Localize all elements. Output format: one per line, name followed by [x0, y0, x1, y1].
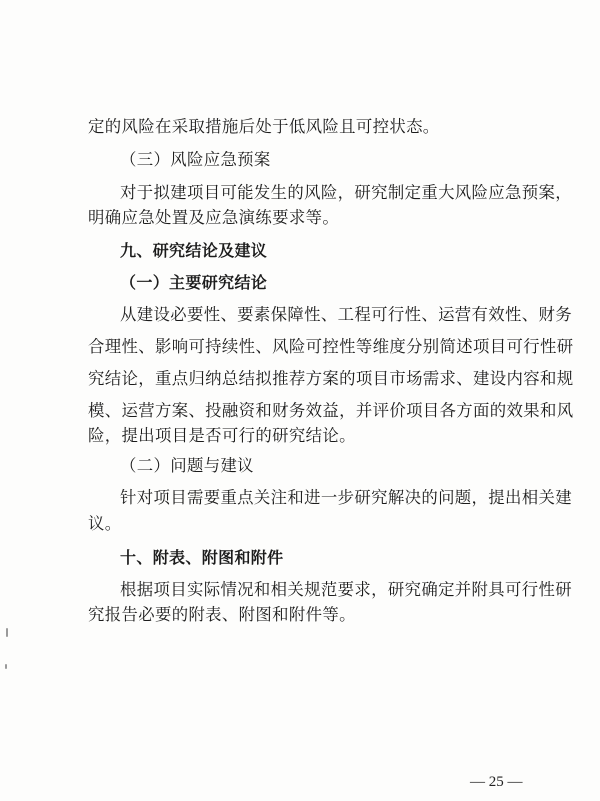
paragraph-line: 议。 — [88, 514, 122, 533]
page-number: — 25 — — [470, 774, 523, 790]
subsection-heading: （一）主要研究结论 — [120, 273, 268, 292]
paragraph-line: 明确应急处置及应急演练要求等。 — [88, 208, 340, 227]
paragraph-line: 模、运营方案、投融资和财务效益，并评价项目各方面的效果和风 — [88, 401, 574, 420]
paragraph-line: 根据项目实际情况和相关规范要求，研究确定并附具可行性研 — [120, 580, 572, 599]
section-heading: 十、附表、附图和附件 — [120, 548, 284, 567]
paragraph-line: 合理性、影响可持续性、风险可控性等维度分别简述项目可行性研 — [88, 337, 574, 356]
scan-speck — [6, 628, 8, 637]
subsection-heading: （二）问题与建议 — [120, 456, 254, 475]
paragraph-line: 究报告必要的附表、附图和附件等。 — [88, 605, 356, 624]
scan-speck — [5, 664, 7, 669]
section-heading: 九、研究结论及建议 — [120, 241, 268, 260]
subsection-heading: （三）风险应急预案 — [120, 150, 271, 169]
paragraph-line: 从建设必要性、要素保障性、工程可行性、运营有效性、财务 — [120, 305, 572, 324]
paragraph-line: 对于拟建项目可能发生的风险，研究制定重大风险应急预案， — [120, 183, 572, 202]
paragraph-line: 针对项目需要重点关注和进一步研究解决的问题，提出相关建 — [120, 488, 572, 507]
paragraph-line: 究结论，重点归纳总结拟推荐方案的项目市场需求、建设内容和规 — [88, 369, 574, 388]
paragraph-line: 定的风险在采取措施后处于低风险且可控状态。 — [88, 117, 440, 136]
paragraph-line: 险，提出项目是否可行的研究结论。 — [88, 426, 356, 445]
